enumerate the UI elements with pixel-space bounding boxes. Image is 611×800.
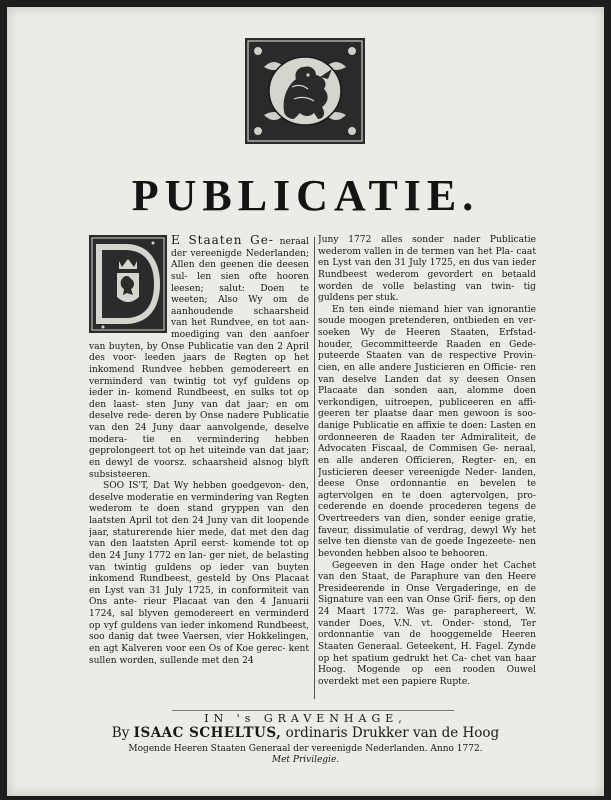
body-paragraph: Juny 1772 alles sonder nader Publicatie wederom vallen in de termen van het Pla- caat en Lyst van den 31 July 1725, en dus van ieder Rundbeest wederom gevordert en betaald worden de volle belasting van twin- tig guldens per stuk.: [318, 235, 536, 304]
body-paragraph: En ten einde niemand hier van ignorantie soude moogen pretenderen, ontbieden en ver- soeken Wy de Heeren Staaten, Erfstad- houder, Gecommitteerde Raaden en Gede- puteerde Staaten van de respective Provin- cien, en alle andere Justicieren en Officie- ren van deselve Landen dat sy deesen Onsen Placaate dan sonden aan, alomme doen verkondigen, uitroepen, publiceeren en affi- geeren ter plaatse daar men gewoon is soo- danige Publicatie en affixie te doen: Lasten en ordonneeren de Raaden ter Admiraliteit, de Advocaten Fiscaal, de Commisen Ge- neraal, en alle anderen Officieren, Regter- en, en Justicieren deeser vereenigde Neder- landen, deese Onse ordonnantie en bevelen te agtervolgen en te doen agtervolgen, pro- cederende en doende procederen tegens de Overtreeders van dien, sonder eenige gratie, faveur, dissimulatie of verdrag, dewyl Wy het selve ten dienste van de goede Ingezeete- nen bevonden hebben alsoo te behooren.: [318, 304, 536, 559]
document-sheet: [7, 7, 604, 796]
imprint-printer-prefix: By: [111, 725, 134, 741]
lead-text: E Staaten Ge-: [171, 235, 274, 247]
imprint-rule: [172, 710, 454, 711]
left-column: [89, 235, 309, 705]
imprint-printer-line: [7, 725, 604, 741]
column-divider: [314, 237, 315, 699]
body-paragraph: Gegeeven in den Hage onder het Cachet van den Staat, de Paraphure van den Heere Presideerende in Onse Vergaderinge, en de Signature van een van Onse Grif- fiers, op den 24 Maart 1772. Was ge- paraphereert, W. vander Does, V.N. vt. Onder- stond, Ter ordonnantie van de hooggemelde Heeren Staaten Generaal. Geteekent, H. Fagel. Zynde op het spatium gedrukt het Ca- chet van haar Hoog. Mogende op een rooden Ouwel overdekt met een papiere Rupte.: [318, 560, 536, 687]
page-title: PUBLICATIE.: [131, 171, 480, 220]
imprint-heeren-line: Mogende Heeren Staaten Generaal der vereenigde Nederlanden. Anno 1772.: [128, 744, 483, 754]
imprint-privilege: Met Privilegie.: [271, 755, 340, 765]
body-paragraph: SOO IS'T, Dat Wy hebben goedgevon- den, deselve moderatie en vermindering van Regten wederom te doen stand gryppen van den laatsten April tot den 24 Juny van dit loopende jaar, staturerende hier mede, dat met den dag van den laatsten April eerst- komende tot op den 24 Juny 1772 en lan- ger niet, de belasting van twintig guldens op ieder van buyten inkomend Rundbeest, gesteld by Ons Placaat en Lyst van 31 July 1725, in conformiteit van Ons ante- rieur Placaat van den 4 Januarii 1724, sal blyven gemodereert en verminderd op vyf guldens van ieder inkomend Rundbeest, soo danig dat twee Vaersen, vier Hokkelingen, en agt Kalveren voor een Os of Koe gerec- kent sullen worden, sullende met den 24: [89, 481, 309, 666]
body-paragraph: neraal der vereenigde Nederlanden; Allen den geenen die deesen sul- len sien ofte hooren leesen; salut: Doen te weeten; Also Wy om de aanhoudende schaarsheid van het Rundvee, en tot aan- moediging van den aanfoer van buyten, by Onse Publicatie van den 2 April des voor- leeden jaars de Regten op het inkomend Rundvee hebben gemodereert en verminderd van twintig tot vyf guldens op ieder in- komend Rundbeest, en sulks tot op den laast- sten Juny van dat jaar; en om deselve rede- deren by Onse nadere Publicatie van den 24 Juny daar aanvolgende, deselve modera- tie en vermindering hebben geprolongeert tot op het uiteinde van dat jaar; en dewyl de voorsz. schaarsheid alsnog blyft subsisteeren.: [89, 237, 309, 480]
drop-cap-d-illustration: [89, 235, 167, 333]
imprint-printer-suffix: ordinaris Drukker van de Hoog: [281, 725, 500, 741]
imprint-printer-name: ISAAC SCHELTUS,: [133, 725, 282, 741]
right-column: [318, 235, 536, 705]
lion-emblem-woodcut: [244, 37, 366, 145]
imprint-place: IN 's GRAVENHAGE,: [204, 712, 407, 725]
